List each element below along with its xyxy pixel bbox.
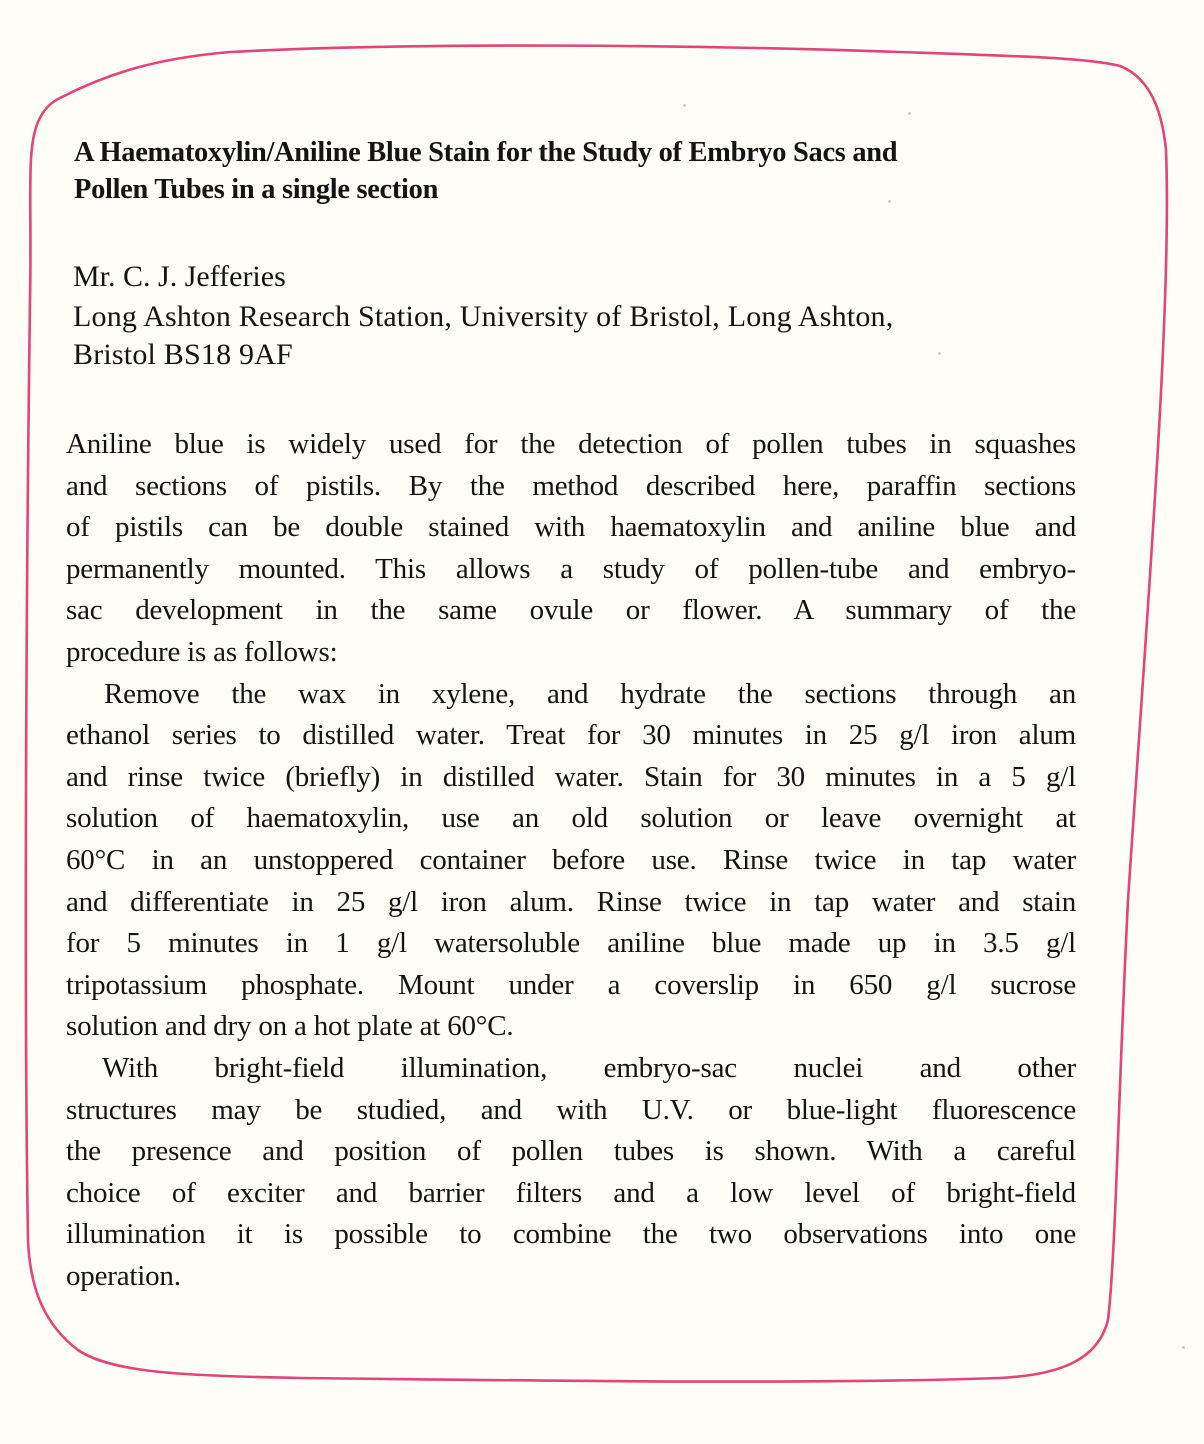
text-line: 60°C in an unstoppered container before use. Rinse twice in tap water (66, 843, 1076, 876)
text-line: and sections of pistils. By the method described here, paraffin sections (66, 469, 1076, 502)
text-line: and differentiate in 25 g/l iron alum. Rinse twice in tap water and stain (66, 885, 1076, 918)
article-title (74, 134, 1074, 208)
text-line: permanently mounted. This allows a study of pollen-tube and embryo- (66, 552, 1076, 585)
text-line: the presence and position of pollen tubes is shown. With a careful (66, 1135, 1076, 1168)
text-line: ethanol series to distilled water. Treat for 30 minutes in 25 g/l iron alum (66, 719, 1076, 752)
text-line: and rinse twice (briefly) in distilled water. Stain for 30 minutes in a 5 g/l (66, 760, 1076, 793)
paper-speck (908, 112, 911, 115)
text-line: Aniline blue is widely used for the detection of pollen tubes in squashes (66, 428, 1076, 460)
paragraph-observation (66, 1048, 1076, 1298)
paper-speck (938, 352, 941, 355)
text-line: illumination it is possible to combine the two observations into one (66, 1218, 1076, 1251)
text-line: solution of haematoxylin, use an old solution or leave overnight at (66, 802, 1076, 835)
paper-speck (1182, 1346, 1185, 1349)
author-affiliation (73, 298, 1083, 374)
title-line-1: A Haematoxylin/Aniline Blue Stain for the Study of Embryo Sacs and (74, 136, 898, 168)
text-line: Remove the wax in xylene, and hydrate the sections through an (104, 677, 1076, 710)
affiliation-line-2: Bristol BS18 9AF (73, 338, 293, 371)
text-line: for 5 minutes in 1 g/l watersoluble aniline blue made up in 3.5 g/l (66, 927, 1076, 960)
article-body (66, 424, 1076, 1297)
text-line: procedure is as follows: (66, 635, 338, 668)
text-line: of pistils can be double stained with haematoxylin and aniline blue and (66, 511, 1076, 544)
text-line: structures may be studied, and with U.V. or blue-light fluorescence (66, 1093, 1076, 1126)
text-line: choice of exciter and barrier filters and a low level of bright-field (66, 1176, 1076, 1209)
text-line: With bright-field illumination, embryo-sac nuclei and other (102, 1051, 1076, 1084)
title-line-2: Pollen Tubes in a single section (74, 173, 439, 205)
paragraph-procedure (66, 674, 1076, 1048)
text-line: solution and dry on a hot plate at 60°C. (66, 1010, 514, 1043)
paper-speck (888, 200, 891, 203)
affiliation-line-1: Long Ashton Research Station, University of Bristol, Long Ashton, (73, 300, 894, 333)
paragraph-introduction (66, 424, 1076, 674)
text-line: operation. (66, 1259, 181, 1292)
paper-speck (683, 104, 686, 107)
text-line: tripotassium phosphate. Mount under a coverslip in 650 g/l sucrose (66, 968, 1076, 1001)
author-name: Mr. C. J. Jefferies (73, 260, 286, 293)
text-line: sac development in the same ovule or flower. A summary of the (66, 594, 1076, 627)
